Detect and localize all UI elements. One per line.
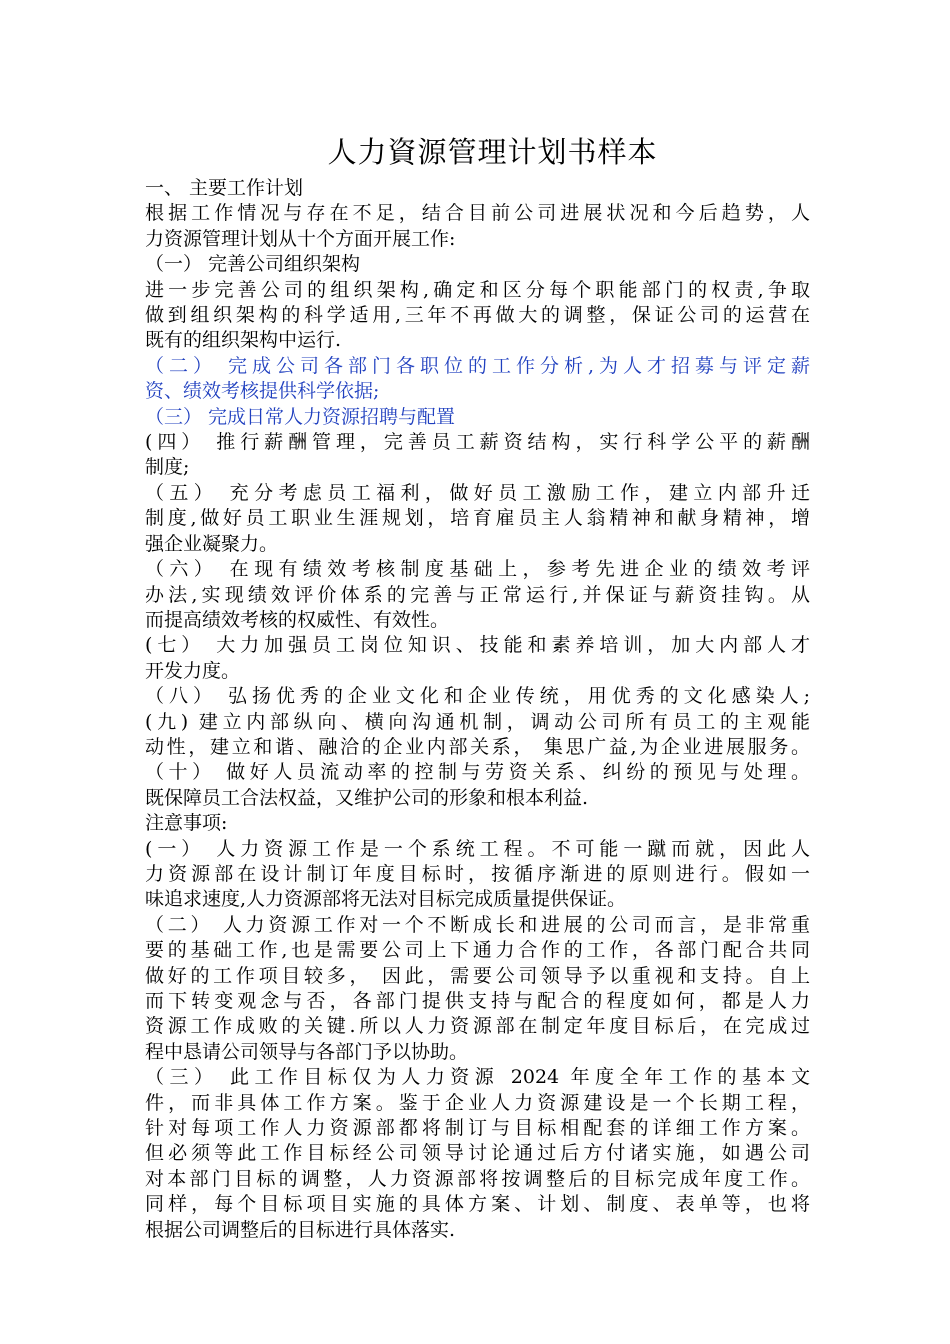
note-item-2-cont: 做好的工作项目较多， 因此，需要公司领导予以重视和支持。自上 [145,964,810,987]
note-item-3-cont: 同样，每个目标项目实施的具体方案、计划、制度、表单等，也将 [145,1193,810,1216]
list-item-6: （六） 在现有绩效考核制度基础上，参考先进企业的绩效考评 [145,558,810,581]
list-item-6-cont: 办法,实现绩效评价体系的完善与正常运行,并保证与薪资挂钩。从 [145,583,810,606]
list-item-5-cont: 强企业凝聚力。 [145,532,279,555]
list-item-6-cont: 而提高绩效考核的权威性、有效性。 [145,608,450,631]
note-item-3-cont: 但必须等此工作目标经公司领导讨论通过后方付诸实施，如遇公司 [145,1142,810,1165]
note-item-3: （三） 此工作目标仅为人力资源 2024 年度全年工作的基本文 [145,1066,810,1089]
note-item-3-cont: 针对每项工作人力资源部都将制订与目标相配套的详细工作方案。 [145,1117,810,1140]
paragraph-line: 力资源管理计划从十个方面开展工作: [145,227,456,250]
list-item-9-cont: 动性，建立和谐、融洽的企业内部关系， 集思广益,为企业进展服务。 [145,735,810,758]
list-item-8: （八） 弘扬优秀的企业文化和企业传统，用优秀的文化感染人; [145,685,810,708]
paragraph-line: 做到组织架构的科学适用,三年不再做大的调整，保证公司的运营在 [145,304,810,327]
list-item-7: (七） 大力加强员工岗位知识、技能和素养培训，加大内部人才 [145,634,810,657]
notes-heading: 注意事项: [145,812,228,835]
list-item-9: (九) 建立内部纵向、横向沟通机制，调动公司所有员工的主观能 [145,710,810,733]
note-item-2-cont: 要的基础工作,也是需要公司上下通力合作的工作，各部门配合共同 [145,939,810,962]
document-title: 人力資源管理计划书样本 [327,135,658,169]
list-item-5: （五） 充分考虑员工福利，做好员工激励工作，建立内部升迁 [145,481,810,504]
paragraph-line: 根据工作情况与存在不足，结合目前公司进展状况和今后趋势，人 [145,202,810,225]
list-item-1: （一） 完善公司组织架构 [145,253,361,276]
note-item-1: (一） 人力资源工作是一个系统工程。不可能一蹴而就，因此人 [145,837,810,860]
paragraph-line: 进一步完善公司的组织架构,确定和区分每个职能部门的权责,争取 [145,278,810,301]
note-item-3-cont: 根据公司调整后的目标进行具体落实. [145,1218,456,1241]
list-item-7-cont: 开发力度。 [145,659,241,682]
note-item-2-cont: 资源工作成败的关键.所以人力资源部在制定年度目标后，在完成过 [145,1015,810,1038]
list-item-10-cont: 既保障员工合法权益，又维护公司的形象和根本利益. [145,786,589,809]
paragraph-line: 既有的组织架构中运行. [145,329,342,352]
list-item-2-cont: 资、绩效考核提供科学依据; [145,380,380,403]
note-item-2-cont: 程中恳请公司领导与各部门予以协助。 [145,1040,469,1063]
note-item-2-cont: 而下转变观念与否，各部门提供支持与配合的程度如何，都是人力 [145,990,810,1012]
note-item-2: （二） 人力资源工作对一个不断成长和进展的公司而言，是非常重 [145,913,810,936]
list-item-10: （十） 做好人员流动率的控制与劳资关系、纠纷的预见与处理。 [145,761,810,784]
note-item-3-cont: 件，而非具体工作方案。鉴于企业人力资源建设是一个长期工程， [145,1091,810,1114]
list-item-3: （三） 完成日常人力资源招聘与配置 [145,405,456,428]
section-heading: 一、 主要工作计划 [145,177,304,199]
list-item-4-cont: 制度; [145,456,190,479]
document-body [145,176,810,1243]
list-item-4: (四） 推行薪酬管理，完善员工薪资结构，实行科学公平的薪酬 [145,431,810,454]
note-item-1-cont: 味追求速度,人力资源部将无法对目标完成质量提供保证。 [145,888,627,911]
note-item-3-cont: 对本部门目标的调整，人力资源部将按调整后的目标完成年度工作。 [145,1167,810,1190]
list-item-2: （二） 完成公司各部门各职位的工作分析,为人才招募与评定薪 [145,354,810,377]
document-page [145,132,810,1243]
list-item-5-cont: 制度,做好员工职业生涯规划，培育雇员主人翁精神和献身精神，增 [145,507,810,530]
note-item-1-cont: 力资源部在设计制订年度目标时，按循序渐进的原则进行。假如一 [145,862,810,885]
